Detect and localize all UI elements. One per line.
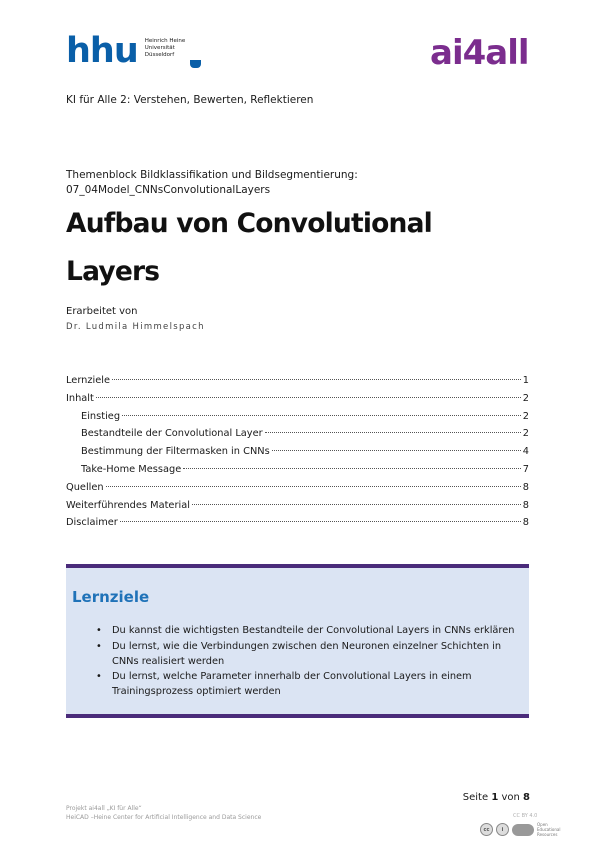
list-item-text: Du lernst, welche Parameter innerhalb der Convolutional Layers in einem Trainingsprozess optimiert werden	[112, 671, 472, 698]
bullet-icon: •	[96, 671, 102, 683]
toc-leader	[112, 379, 521, 380]
lernziele-title: Lernziele	[72, 588, 150, 606]
toc-leader	[120, 521, 521, 522]
toc-entry[interactable]	[66, 443, 529, 461]
list-item	[96, 624, 521, 639]
page-number-total: 8	[523, 792, 530, 803]
toc-entry[interactable]	[66, 390, 529, 408]
hhu-logo-line: Düsseldorf	[144, 52, 175, 58]
lernziele-box	[66, 564, 529, 718]
toc-entry-label: Take-Home Message	[81, 463, 182, 475]
hhu-logo	[66, 31, 186, 71]
toc-leader	[96, 397, 521, 398]
toc-entry[interactable]	[66, 425, 529, 443]
page-title-line-1: Aufbau von Convolutional	[66, 208, 432, 239]
page-number	[463, 792, 530, 803]
hhu-logo-line: Heinrich Heine	[144, 38, 186, 44]
toc-entry[interactable]	[66, 514, 529, 532]
ai4all-logo-ai: ai4all	[430, 34, 529, 70]
hhu-logo-text	[145, 38, 186, 59]
ai4all-logo	[430, 34, 540, 70]
theme-line-1: Themenblock Bildklassifikation und Bildsegmentierung:	[66, 169, 358, 181]
toc-entry-page: 8	[522, 481, 529, 493]
toc-entry-label: Lernziele	[66, 375, 111, 386]
list-item	[96, 640, 521, 670]
toc-entry-label: Quellen	[66, 481, 104, 493]
oer-logo-icon	[512, 824, 534, 836]
ai4all-logo-graphic	[430, 34, 540, 70]
toc-entry[interactable]	[66, 372, 529, 390]
page-number-current: 1	[491, 792, 499, 803]
hhu-logo-line: Universität	[144, 45, 175, 51]
footer-line-1: Projekt ai4all „KI für Alle“	[66, 805, 142, 812]
toc-leader	[192, 504, 521, 505]
hhu-logo-accent	[190, 60, 201, 68]
bullet-icon: •	[96, 625, 102, 636]
page-number-sep: von	[501, 792, 520, 803]
toc-entry-label: Weiterführendes Material	[66, 499, 190, 511]
footer	[66, 805, 261, 822]
toc-entry-page: 7	[522, 463, 529, 475]
toc-leader	[106, 486, 521, 487]
toc-entry[interactable]	[66, 408, 529, 426]
toc-entry[interactable]	[66, 479, 529, 497]
list-item	[96, 670, 521, 700]
page-number-prefix: Seite	[462, 792, 489, 803]
toc-entry-label: Bestimmung der Filtermasken in CNNs	[81, 446, 270, 458]
toc-entry-page: 8	[522, 499, 529, 511]
page-title-line-2: Layers	[66, 256, 160, 287]
toc-entry-label: Einstieg	[81, 410, 121, 422]
footer-line-2: HeiCAD –Heine Center for Artificial Intelligence and Data Science	[66, 813, 262, 821]
theme-block	[66, 168, 358, 198]
toc-entry-page: 2	[522, 392, 529, 404]
hhu-logo-mark: hhu	[66, 31, 138, 71]
toc-entry-label: Bestandteile der Convolutional Layer	[81, 428, 263, 440]
course-title: KI für Alle 2: Verstehen, Bewerten, Reflektieren	[66, 94, 314, 106]
toc-entry-page: 8	[522, 517, 529, 529]
author-label: Erarbeitet von	[66, 306, 138, 317]
oer-logo-text: Open Educational Resources	[537, 822, 561, 837]
toc-entry-label: Disclaimer	[66, 517, 118, 529]
lernziele-list	[96, 624, 521, 701]
table-of-contents	[66, 372, 529, 532]
license-text: CC BY 4.0	[513, 813, 538, 819]
cc-icon: cc	[480, 823, 493, 836]
bullet-icon: •	[96, 640, 102, 652]
list-item-text: Du lernst, wie die Verbindungen zwischen den Neuronen einzelner Schichten in CNNs realisiert werden	[112, 640, 502, 667]
by-icon: i	[496, 823, 509, 836]
toc-entry[interactable]	[66, 497, 529, 515]
toc-entry-page: 2	[522, 410, 529, 422]
toc-leader	[183, 468, 521, 469]
theme-line-2: 07_04Model_CNNsConvolutionalLayers	[66, 184, 271, 196]
page-title	[66, 200, 506, 296]
toc-leader	[122, 415, 521, 416]
toc-entry-page: 2	[522, 428, 529, 440]
list-item-text: Du kannst die wichtigsten Bestandteile der Convolutional Layers in CNNs erklären	[112, 625, 515, 636]
toc-entry-label: Inhalt	[66, 392, 94, 404]
toc-entry[interactable]	[66, 461, 529, 479]
author-name: Dr. Ludmila Himmelspach	[66, 322, 205, 332]
toc-leader	[272, 450, 521, 451]
toc-entry-page: 4	[522, 446, 529, 458]
toc-entry-page: 1	[522, 375, 529, 386]
toc-leader	[265, 432, 521, 433]
license-icons	[480, 822, 563, 837]
